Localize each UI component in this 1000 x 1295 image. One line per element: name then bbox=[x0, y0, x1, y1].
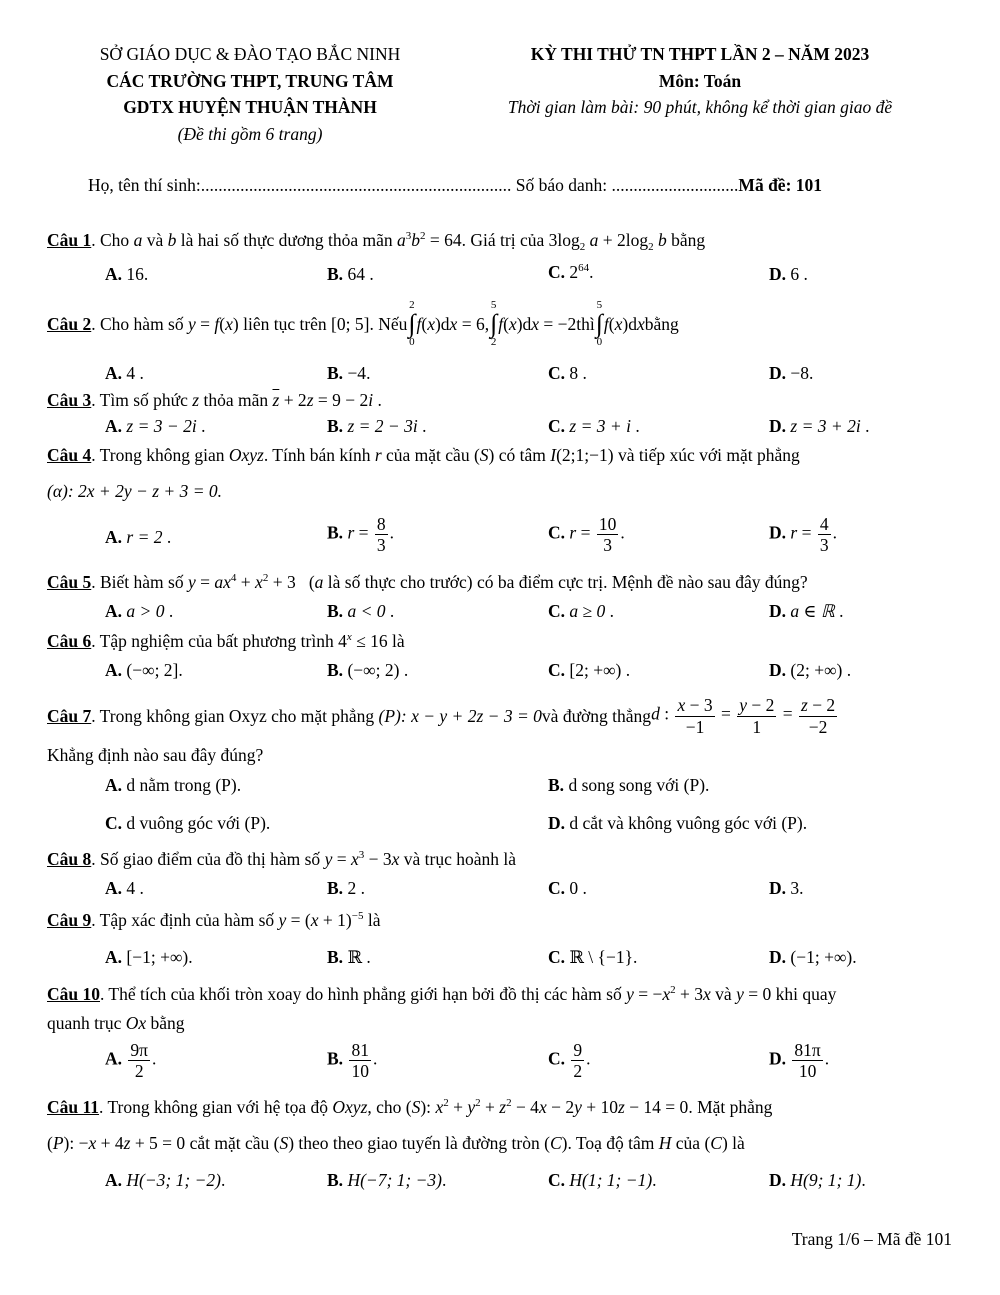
question-1 bbox=[47, 230, 705, 251]
q11-text: cắt mặt cầu bbox=[185, 1133, 274, 1153]
integral-sign-icon: 2 ∫ 0 bbox=[408, 299, 416, 348]
fraction-numerator: 9π bbox=[130, 1040, 148, 1060]
q1-var-a: a bbox=[133, 230, 143, 250]
q9-option-b[interactable]: B. ℝ . bbox=[327, 947, 371, 967]
q5-option-d[interactable]: D. a ∈ ℝ . bbox=[769, 601, 844, 621]
q11-option-b[interactable]: B. H(−7; 1; −3). bbox=[327, 1170, 447, 1190]
q2-text: bằng bbox=[644, 313, 679, 334]
question-label: Câu 3 bbox=[47, 390, 92, 410]
question-label: Câu 1 bbox=[47, 230, 92, 250]
q3-option-c[interactable]: C. z = 3 + i . bbox=[548, 416, 640, 436]
question-label: Câu 7 bbox=[47, 705, 92, 726]
question-label: Câu 11 bbox=[47, 1097, 100, 1117]
q4-sphere: (S) bbox=[473, 445, 495, 465]
q11-plane: (P): −x + 4z + 5 = 0 bbox=[47, 1133, 186, 1153]
q4-center: I(2;1;−1) bbox=[550, 445, 614, 465]
question-3 bbox=[47, 390, 382, 411]
option-text: d nằm trong (P). bbox=[126, 775, 242, 795]
q5-option-c[interactable]: C. a ≥ 0 . bbox=[548, 601, 614, 621]
q8-option-c[interactable]: C. 0 . bbox=[548, 878, 587, 898]
exam-duration: Thời gian làm bài: 90 phút, không kể thời gian giao đề bbox=[507, 97, 893, 117]
fraction-numerator: 8 bbox=[376, 514, 386, 534]
candidate-id-label: Số báo danh: ............................. bbox=[515, 175, 739, 195]
q7-line: d : $\frac{x - 3}{-1}$ = $\frac{y - 2}{1}$ = $\frac{z - 2}{-2}$ bbox=[651, 695, 836, 737]
fraction-denominator: 3 bbox=[603, 535, 612, 556]
q10-axis: Ox bbox=[125, 1013, 147, 1033]
q9-text: . Tập xác định của hàm số bbox=[91, 910, 279, 930]
school-group: CÁC TRƯỜNG THPT, TRUNG TÂM bbox=[106, 71, 394, 91]
q11-var-h: H bbox=[658, 1133, 672, 1153]
q11-option-a[interactable]: A. H(−3; 1; −2). bbox=[105, 1170, 226, 1190]
q11-text: là bbox=[727, 1133, 745, 1153]
question-label: Câu 9 bbox=[47, 910, 92, 930]
q10-option-c[interactable]: C. $\frac{9}{2}$ . bbox=[548, 1040, 591, 1082]
q4-text: . Tính bán kính bbox=[263, 445, 375, 465]
fraction-denominator: 3 bbox=[819, 535, 829, 556]
q4-option-c[interactable]: C. r = $\frac{10}{3}$ . bbox=[548, 514, 625, 556]
question-9 bbox=[47, 910, 380, 931]
fraction-denominator: 10 bbox=[798, 1061, 817, 1082]
q5-option-a[interactable]: A. a > 0 . bbox=[105, 601, 174, 621]
option-text: [2; +∞) bbox=[569, 660, 622, 680]
integral-sign-icon: 5 ∫ 2 bbox=[490, 299, 498, 348]
question-label: Câu 10 bbox=[47, 984, 100, 1004]
q3-equation: $\overline{z} + 2z = 9 - 2i$ . bbox=[272, 390, 382, 410]
q8-text: . Số giao điểm của đồ thị hàm số bbox=[91, 849, 325, 869]
exam-title: KỲ THI THỬ TN THPT LẦN 2 – NĂM 2023 bbox=[530, 44, 870, 64]
q11-text: theo theo giao tuyến là đường tròn bbox=[294, 1133, 545, 1153]
page-count-note: (Đề thi gồm 6 trang) bbox=[177, 124, 323, 144]
q2-text: liên tục trên bbox=[243, 313, 327, 334]
fraction-numerator: 81π bbox=[794, 1040, 821, 1060]
fraction-numerator: 9 bbox=[573, 1040, 583, 1060]
q7-option-b[interactable]: B. d song song với (P). bbox=[548, 775, 710, 795]
q10-text: bằng bbox=[146, 1013, 185, 1033]
exam-subject: Môn: Toán bbox=[658, 71, 742, 91]
q5-text: là số thực cho trước) có ba điểm cực trị. Mệnh đề nào sau đây đúng? bbox=[323, 572, 808, 592]
option-text: 2 bbox=[569, 262, 579, 282]
question-4 bbox=[47, 445, 957, 466]
q7-text: và đường thẳng bbox=[541, 705, 652, 726]
fraction-numerator: 81 bbox=[351, 1040, 369, 1060]
question-7 bbox=[47, 693, 839, 739]
fraction-numerator: 4 bbox=[819, 514, 829, 534]
option-text: a ∈ ℝ bbox=[790, 601, 835, 621]
q8-option-a[interactable]: A. 4 . bbox=[105, 878, 144, 898]
q3-option-b[interactable]: B. z = 2 − 3i . bbox=[327, 416, 427, 436]
q2-integral-2: f(x)dx = −2 bbox=[498, 313, 577, 334]
option-text: 16 bbox=[126, 264, 144, 284]
q10-text: và bbox=[710, 984, 737, 1004]
q11-text: của bbox=[671, 1133, 705, 1153]
q7-option-d[interactable]: D. d cắt và không vuông góc với (P). bbox=[548, 813, 808, 833]
integral-sign-icon: 5 ∫ 0 bbox=[595, 299, 603, 348]
q1-option-d[interactable]: D. 6 . bbox=[769, 264, 808, 284]
exam-code: Mã đề: 101 bbox=[738, 175, 823, 195]
q9-text: là bbox=[363, 910, 381, 930]
option-text: ℝ bbox=[347, 947, 362, 967]
q1-expression: $3\log_2$ $a + 2\log_2$ b bbox=[548, 230, 667, 253]
question-10 bbox=[47, 984, 836, 1005]
q10-option-b[interactable]: B. $\frac{81}{10}$ . bbox=[327, 1040, 378, 1082]
q4-text: có tâm bbox=[494, 445, 551, 465]
option-text: (−∞; 2) bbox=[347, 660, 400, 680]
q1-text: và bbox=[142, 230, 168, 250]
question-6 bbox=[47, 631, 405, 652]
option-text: 4 bbox=[126, 878, 136, 898]
q8-function: $y = x^3 - 3x$ bbox=[324, 849, 400, 869]
q1-text: . Giá trị của bbox=[461, 230, 549, 250]
question-8 bbox=[47, 849, 516, 870]
q11-circle-ref: (C) bbox=[704, 1133, 728, 1153]
q11-text: . Trong không gian với hệ tọa độ bbox=[99, 1097, 333, 1117]
fraction-denominator: 2 bbox=[134, 1061, 144, 1082]
question-5 bbox=[47, 572, 808, 593]
q11-text: . Toạ độ tâm bbox=[567, 1133, 659, 1153]
q9-function: $y = (x + 1)^{-5}$ bbox=[278, 910, 364, 930]
option-text: H(−3; 1; −2) bbox=[126, 1170, 221, 1190]
option-text: z = 3 + i bbox=[569, 416, 631, 436]
q1-text: bằng bbox=[666, 230, 706, 250]
q3-option-d[interactable]: D. z = 3 + 2i . bbox=[769, 416, 870, 436]
q11-text: , cho bbox=[367, 1097, 406, 1117]
question-label: Câu 4 bbox=[47, 445, 92, 465]
question-10-cont bbox=[47, 1013, 185, 1034]
option-text: 6 bbox=[790, 264, 800, 284]
q4-text: của mặt cầu bbox=[381, 445, 474, 465]
q3-text: thỏa mãn bbox=[199, 390, 273, 410]
option-text: (2; +∞) bbox=[790, 660, 843, 680]
option-text: a ≥ 0 bbox=[569, 601, 606, 621]
q6-option-a[interactable]: A. (−∞; 2]. bbox=[105, 660, 183, 680]
q3-text: . Tìm số phức bbox=[91, 390, 193, 410]
q7-option-c[interactable]: C. d vuông góc với (P). bbox=[105, 813, 271, 833]
q4-option-a[interactable]: A. r = 2 . bbox=[105, 527, 172, 547]
q10-option-a[interactable]: A. $\frac{9\pi}{2}$ . bbox=[105, 1040, 157, 1082]
q6-option-b[interactable]: B. (−∞; 2) . bbox=[327, 660, 409, 680]
option-text: H(1; 1; −1) bbox=[569, 1170, 653, 1190]
q4-plane: (α): 2x + 2y − z + 3 = 0. bbox=[47, 481, 222, 501]
school-department: SỞ GIÁO DỤC & ĐÀO TẠO BẮC NINH bbox=[99, 44, 401, 64]
q4-space: Oxyz bbox=[228, 445, 264, 465]
q5-text: . Biết hàm số bbox=[91, 572, 188, 592]
q1-condition: $a^3b^2 = 64$ bbox=[397, 230, 462, 250]
fraction-denominator: 3 bbox=[376, 535, 386, 556]
q10-function: $y = -x^2 + 3x$ bbox=[626, 984, 711, 1004]
q2-integral-3: f(x)dx bbox=[603, 313, 645, 334]
q7-option-a[interactable]: A. d nằm trong (P). bbox=[105, 775, 242, 795]
q10-option-d[interactable]: D. $\frac{81\pi}{10}$ . bbox=[769, 1040, 830, 1082]
q4-text: . Trong không gian bbox=[91, 445, 229, 465]
q7-text: . Trong không gian Oxyz cho mặt phẳng bbox=[91, 705, 375, 726]
q4-option-b[interactable]: B. r = $\frac{8}{3}$ . bbox=[327, 514, 394, 556]
q6-text: . Tập nghiệm của bất phương trình bbox=[91, 631, 339, 651]
q8-option-d[interactable]: D. 3. bbox=[769, 878, 804, 898]
q2-option-a[interactable]: A. 4 . bbox=[105, 363, 144, 383]
q10-text: quanh trục bbox=[47, 1013, 126, 1033]
q11-sphere: (S): $x^2 + y^2 + z^2 - 4x - 2y + 10z - 14 = 0$ bbox=[405, 1097, 689, 1117]
option-text: r = 2 bbox=[126, 527, 163, 547]
q2-option-b[interactable]: B. −4. bbox=[327, 363, 371, 383]
q11-sphere-ref: (S) bbox=[273, 1133, 295, 1153]
q2-integral-1: f(x)dx = 6, bbox=[416, 313, 490, 334]
option-text: H(−7; 1; −3) bbox=[347, 1170, 443, 1190]
q1-option-b[interactable]: B. 64 . bbox=[327, 264, 374, 284]
option-text: 2 bbox=[347, 878, 357, 898]
q11-space: Oxyz bbox=[332, 1097, 368, 1117]
option-exponent: 64 bbox=[578, 262, 590, 274]
question-label: Câu 5 bbox=[47, 572, 92, 592]
q8-text: và trục hoành là bbox=[399, 849, 517, 869]
q2-text: thì bbox=[576, 313, 595, 334]
option-text: z = 3 − 2i bbox=[126, 416, 197, 436]
q2-text: . Cho hàm số bbox=[91, 313, 184, 334]
q6-option-d[interactable]: D. (2; +∞) . bbox=[769, 660, 852, 680]
q1-var-b: b bbox=[167, 230, 177, 250]
option-text: d song song với (P). bbox=[568, 775, 710, 795]
option-text: 0 bbox=[569, 878, 579, 898]
q3-option-a[interactable]: A. z = 3 − 2i . bbox=[105, 416, 206, 436]
q1-text: . Cho bbox=[91, 230, 134, 250]
candidate-name-label: Họ, tên thí sinh:....................................................................... bbox=[88, 175, 512, 195]
school-district: GDTX HUYỆN THUẬN THÀNH bbox=[123, 97, 377, 117]
q2-interval: [0; 5] bbox=[326, 313, 370, 334]
q7-plane: (P): x − y + 2z − 3 = 0 bbox=[378, 705, 542, 726]
q10-axis-eq: y = 0 bbox=[736, 984, 772, 1004]
q2-text: . Nếu bbox=[369, 313, 408, 334]
question-11-cont bbox=[47, 1133, 745, 1154]
fraction-denominator: 10 bbox=[351, 1061, 369, 1082]
q2-function: y = f(x) bbox=[188, 313, 244, 334]
option-text: [−1; +∞) bbox=[126, 947, 189, 967]
q6-option-c[interactable]: C. [2; +∞) . bbox=[548, 660, 631, 680]
question-label: Câu 8 bbox=[47, 849, 92, 869]
option-text: H(9; 1; 1) bbox=[790, 1170, 862, 1190]
q5-function: $y = ax^4 + x^2 + 3$ (a bbox=[187, 572, 324, 592]
q6-inequality: $4^x \le 16$ bbox=[338, 631, 388, 651]
page-footer: Trang 1/6 – Mã đề 101 bbox=[791, 1229, 952, 1249]
q5-option-b[interactable]: B. a < 0 . bbox=[327, 601, 395, 621]
q4-text: và tiếp xúc với mặt phẳng bbox=[613, 445, 800, 465]
q2-option-d[interactable]: D. −8. bbox=[769, 363, 814, 383]
option-text: −4 bbox=[347, 363, 367, 383]
q1-text: là hai số thực dương thỏa mãn bbox=[176, 230, 398, 250]
q7-prompt: Khẳng định nào sau đây đúng? bbox=[47, 745, 264, 765]
option-text: 8 bbox=[569, 363, 579, 383]
option-text: 64 bbox=[347, 264, 365, 284]
candidate-name-field bbox=[88, 175, 822, 196]
option-text: −8 bbox=[790, 363, 810, 383]
fraction-numerator: 10 bbox=[598, 514, 617, 534]
q9-option-a[interactable]: A. [−1; +∞). bbox=[105, 947, 193, 967]
q8-option-b[interactable]: B. 2 . bbox=[327, 878, 365, 898]
q9-option-c[interactable]: C. ℝ \ {−1}. bbox=[548, 947, 638, 967]
question-2 bbox=[47, 293, 679, 355]
option-text: a > 0 bbox=[126, 601, 165, 621]
option-text: d vuông góc với (P). bbox=[126, 813, 271, 833]
q3-var-z: z bbox=[192, 390, 200, 410]
q11-text: . Mặt phẳng bbox=[688, 1097, 773, 1117]
q10-text: . Thể tích của khối tròn xoay do hình phẳng giới hạn bởi đồ thị các hàm số bbox=[100, 984, 627, 1004]
option-text: ℝ \ {−1} bbox=[569, 947, 633, 967]
option-text: z = 2 − 3i bbox=[347, 416, 418, 436]
q9-option-d[interactable]: D. (−1; +∞). bbox=[769, 947, 857, 967]
option-text: (−∞; 2] bbox=[126, 660, 179, 680]
q11-circle: (C) bbox=[544, 1133, 568, 1153]
fraction-denominator: 2 bbox=[573, 1061, 583, 1082]
q11-option-d[interactable]: D. H(9; 1; 1). bbox=[769, 1170, 866, 1190]
option-text: d cắt và không vuông góc với (P). bbox=[569, 813, 808, 833]
question-11 bbox=[47, 1097, 772, 1118]
question-label: Câu 6 bbox=[47, 631, 92, 651]
q11-option-c[interactable]: C. H(1; 1; −1). bbox=[548, 1170, 657, 1190]
option-text: z = 3 + 2i bbox=[790, 416, 861, 436]
option-text: (−1; +∞) bbox=[790, 947, 853, 967]
q10-text: khi quay bbox=[771, 984, 837, 1004]
q4-option-d[interactable]: D. r = $\frac{4}{3}$ . bbox=[769, 514, 837, 556]
q1-option-a[interactable]: A. 16. bbox=[105, 264, 149, 284]
option-text: 4 bbox=[126, 363, 136, 383]
option-text: 3 bbox=[790, 878, 800, 898]
q2-option-c[interactable]: C. 8 . bbox=[548, 363, 587, 383]
question-label: Câu 2 bbox=[47, 313, 92, 334]
q1-option-c[interactable]: C. $2^{64}$. bbox=[548, 262, 594, 282]
q4-var-r: r bbox=[374, 445, 382, 465]
option-text: a < 0 bbox=[347, 601, 386, 621]
q6-text: là bbox=[387, 631, 405, 651]
